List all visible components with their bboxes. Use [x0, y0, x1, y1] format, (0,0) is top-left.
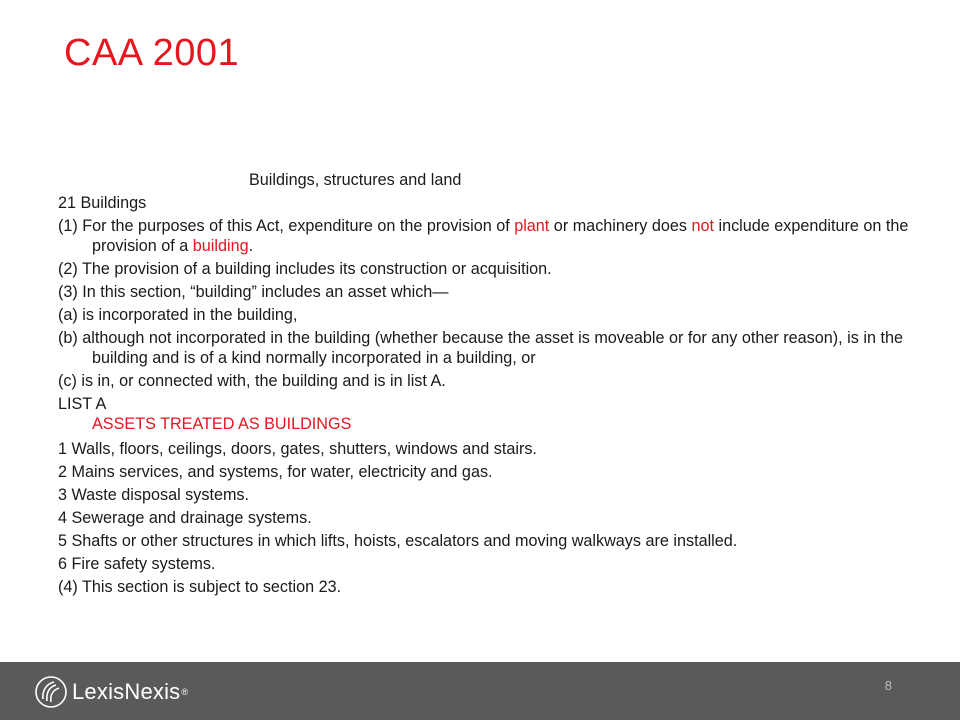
highlight-plant: plant — [514, 217, 550, 235]
list-item: 3 Waste disposal systems. — [58, 486, 250, 504]
subsection-4: (4) This section is subject to section 23. — [58, 578, 342, 596]
subsection-1 — [58, 216, 918, 256]
list-item: 5 Shafts or other structures in which lifts, hoists, escalators and moving walkways are installed. — [58, 532, 738, 550]
highlight-not: not — [691, 217, 714, 235]
list-heading: ASSETS TREATED AS BUILDINGS — [92, 415, 352, 433]
list-item: 4 Sewerage and drainage systems. — [58, 509, 312, 527]
subsection-1-text-c: include expenditure on the provision of a — [92, 217, 909, 255]
subsection-1-text-b: or machinery does — [549, 217, 692, 235]
section-title: 21 Buildings — [58, 194, 147, 212]
list-label: LIST A — [58, 395, 107, 413]
logo-registered-mark: ® — [181, 687, 189, 697]
highlight-building: building — [192, 237, 249, 255]
subsection-2: (2) The provision of a building includes its construction or acquisition. — [58, 260, 552, 278]
logo-text: LexisNexis — [72, 679, 181, 704]
lexisnexis-logo-icon — [34, 675, 68, 709]
paragraph-b: (b) although not incorporated in the building (whether because the asset is moveable or for any other reason), is in the building and is of a kind normally incorporated in a building, or — [58, 329, 903, 367]
subsection-1-text-a: (1) For the purposes of this Act, expenditure on the provision of — [58, 217, 515, 235]
lexisnexis-logo — [34, 677, 188, 707]
slide-title: CAA 2001 — [64, 32, 240, 74]
list-item: 6 Fire safety systems. — [58, 555, 216, 573]
list-item: 1 Walls, floors, ceilings, doors, gates, shutters, windows and stairs. — [58, 440, 537, 458]
section-heading: Buildings, structures and land — [249, 171, 462, 189]
paragraph-c: (c) is in, or connected with, the building and is in list A. — [58, 372, 446, 390]
paragraph-a: (a) is incorporated in the building, — [58, 306, 298, 324]
subsection-3: (3) In this section, “building” includes an asset which— — [58, 283, 449, 301]
list-item: 2 Mains services, and systems, for water, electricity and gas. — [58, 463, 493, 481]
legislation-text — [58, 170, 918, 600]
footer-bar — [0, 662, 960, 720]
page-number: 8 — [884, 678, 892, 693]
subsection-1-text-end: . — [248, 237, 254, 255]
